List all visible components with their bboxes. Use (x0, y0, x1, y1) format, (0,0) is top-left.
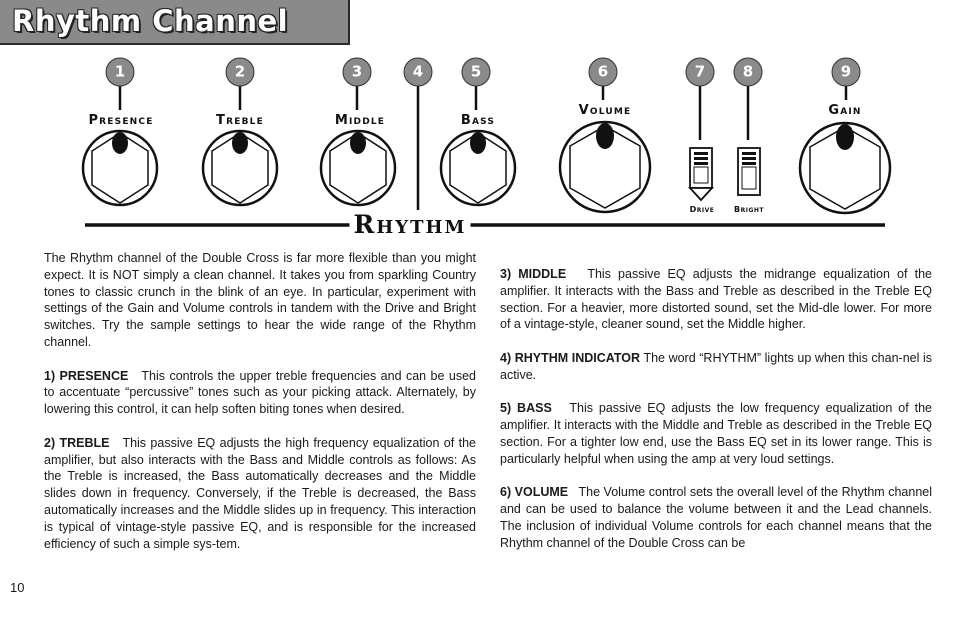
volume-label: Volume (578, 103, 632, 118)
drive-label: Drive (689, 205, 715, 214)
badge-number-8: 8 (742, 62, 754, 81)
volume-knob-pointer (596, 123, 614, 149)
amp-panel-diagram (0, 48, 954, 248)
badge-number-7: 7 (694, 62, 706, 81)
treble-section (44, 435, 476, 553)
volume-knob[interactable] (560, 122, 650, 212)
badge-number-2: 2 (234, 62, 246, 81)
treble-knob[interactable] (203, 131, 277, 205)
bass-knob-pointer (470, 132, 486, 154)
rhythm-indicator: Rhythm (350, 210, 471, 239)
bright-switch[interactable] (738, 148, 760, 195)
presence-label: Presence (88, 113, 154, 128)
page-number: 10 (10, 580, 25, 595)
gain-knob[interactable] (800, 123, 890, 213)
volume-heading: 6) VOLUME (500, 485, 569, 500)
middle-knob-pointer (350, 132, 366, 154)
middle-heading: 3) MIDDLE (500, 267, 567, 281)
bass-knob[interactable] (441, 131, 515, 205)
presence-heading: 1) PRESENCE (44, 368, 129, 383)
treble-body: This passive EQ adjusts the high frequency equalization of the amplifier, but also interacts with the Bass and Middle controls as follows: As the Treble is increased, the Bass automatically decreases and the Middle slides down in frequency. Conversely, if the Treble is decreased, the Bass automatically increases and the Middle slides up in frequency. This interaction is typical of vintage-style passive EQ, and is responsible for the increased efficiency of such a simple sys-tem. (44, 435, 476, 551)
bass-section (500, 400, 932, 467)
bass-body: This passive EQ adjusts the low frequency equalization of the amplifier. It interacts with the Middle and Treble as described in the Treble EQ section. For a tighter low end, use the Bass EQ set in its lower range. This is particularly helpful when using the amp at very loud settings. (500, 401, 932, 466)
title-banner (0, 0, 350, 45)
badge-number-5: 5 (470, 62, 482, 81)
treble-knob-pointer (232, 132, 248, 154)
gain-knob-pointer (836, 124, 854, 150)
bass-label: Bass (460, 113, 496, 128)
treble-heading: 2) TREBLE (44, 435, 110, 450)
middle-section (500, 266, 932, 333)
badge-number-6: 6 (597, 62, 609, 81)
middle-knob[interactable] (321, 131, 395, 205)
presence-body: This controls the upper treble frequencies and can be used to accentuate “percussive” tones such as your picking attack. Alternately, by lowering this control, it can help soften biting tones when desired. (44, 368, 476, 417)
presence-knob[interactable] (83, 131, 157, 205)
intro-paragraph: The Rhythm channel of the Double Cross is far more flexible than you might expect. It is NOT simply a clean channel. It takes you from sparkling Country tones to classic crunch in the blink of an eye. In particular, experiment with settings of the Gain and Volume controls in tandem with the Drive and Bright switches. Try the sample settings to hear the wide range of the Rhythm channel. (44, 251, 476, 349)
volume-section (500, 484, 932, 551)
drive-switch[interactable] (690, 148, 712, 200)
text-column-right (500, 266, 932, 568)
presence-knob-pointer (112, 132, 128, 154)
treble-label: Treble (216, 113, 264, 128)
text-column-left (44, 250, 476, 569)
bass-heading: 5) BASS (500, 401, 552, 416)
middle-label: Middle (334, 113, 386, 128)
badge-number-1: 1 (114, 62, 126, 81)
bright-label: Bright (734, 205, 764, 214)
gain-label: Gain (828, 103, 862, 118)
presence-section (44, 368, 476, 418)
volume-body: The Volume control sets the overall level of the Rhythm channel and can be used to balance the volume between it and the Lead channels. The inclusion of individual Volume controls for each channel means that the Rhythm channel of the Double Cross can be (500, 485, 932, 550)
indicator-section (500, 350, 932, 384)
badge-number-4: 4 (412, 62, 424, 81)
page-title: Rhythm Channel (12, 4, 289, 38)
indicator-body: The word “RHYTHM” lights up when this chan-nel is active. (500, 350, 932, 382)
middle-body: This passive EQ adjusts the midrange equalization of the amplifier. It interacts with the Bass and Treble as described in the Treble EQ section. For a heavier, more distorted sound, set the Mid-dle lower. For more of a vintage-style, cleaner sound, set the Middle higher. (500, 267, 932, 332)
badge-number-9: 9 (840, 62, 852, 81)
badge-number-3: 3 (351, 62, 363, 81)
indicator-heading: 4) RHYTHM INDICATOR (500, 350, 641, 365)
